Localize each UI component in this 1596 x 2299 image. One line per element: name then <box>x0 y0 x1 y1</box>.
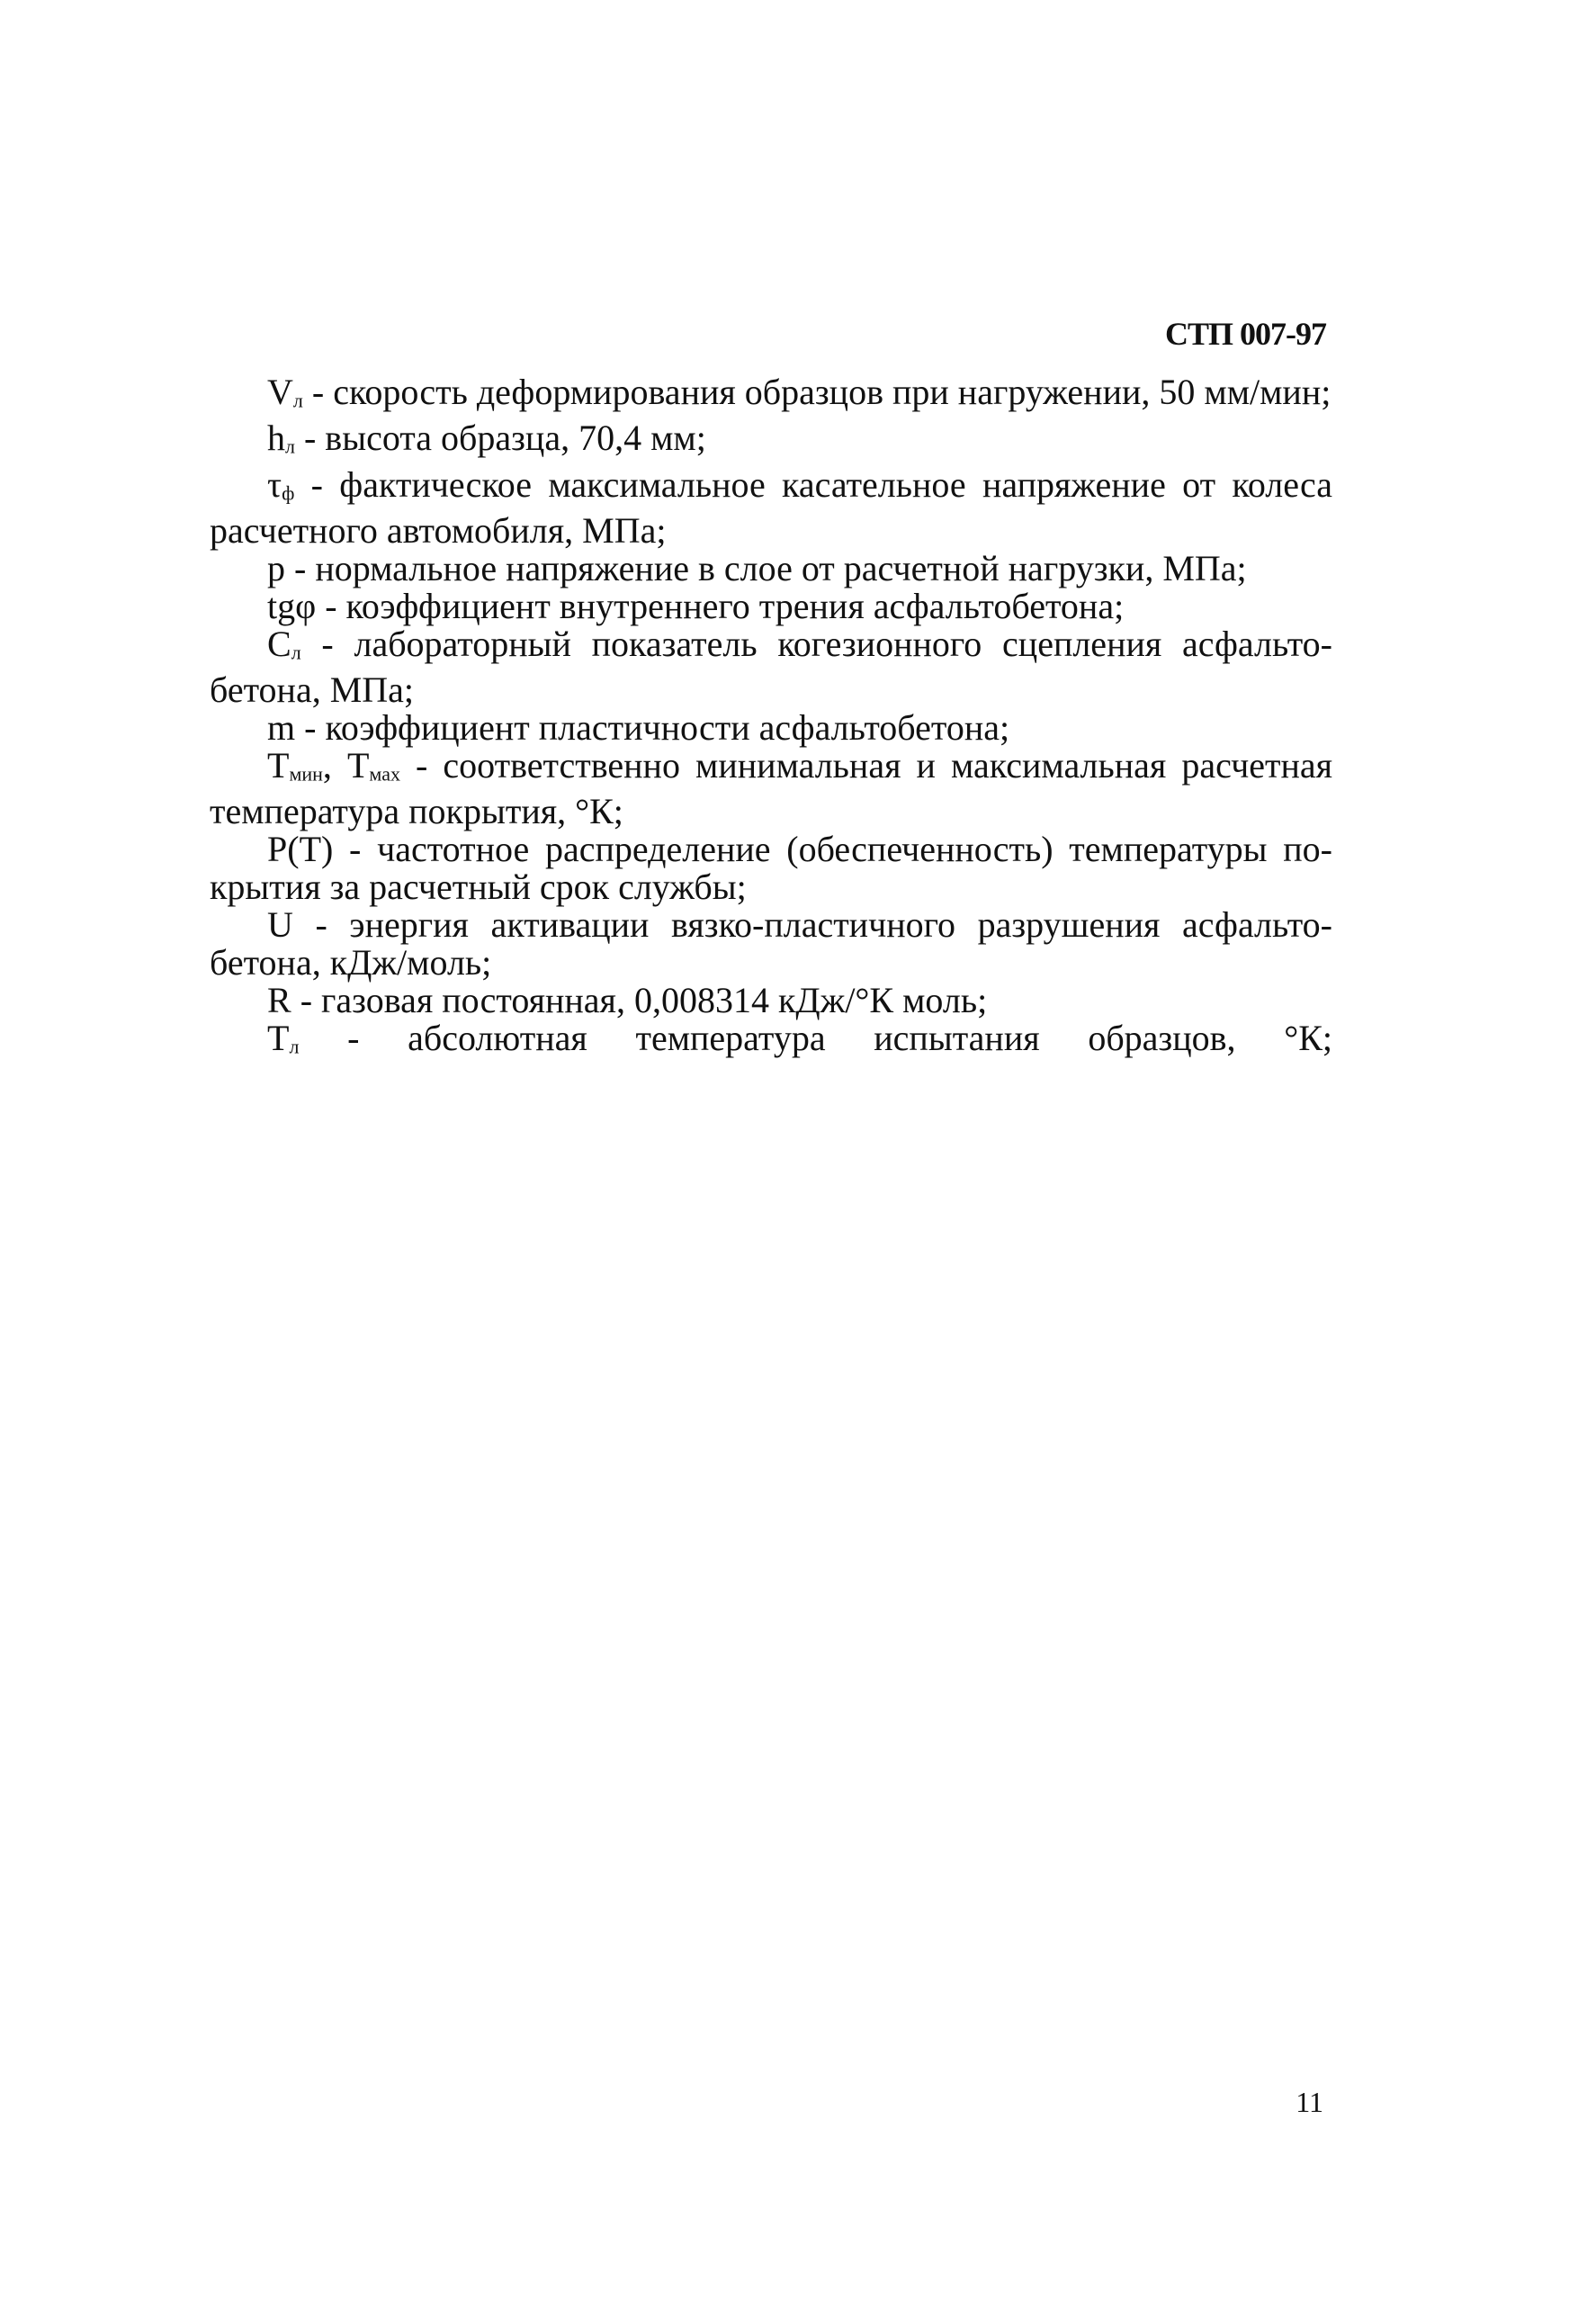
definition-t-l <box>210 1019 1332 1065</box>
symbol: τ <box>267 463 282 505</box>
symbol-subscript: ф <box>282 480 295 504</box>
symbol-subscript: мах <box>369 762 400 786</box>
definition-u <box>210 906 1332 982</box>
definition-v-l <box>210 373 1332 419</box>
symbol-subscript: л <box>285 435 295 458</box>
definition-t-min-max <box>210 747 1332 831</box>
symbol: R <box>267 980 291 1021</box>
page-number: 11 <box>1296 2086 1323 2118</box>
definition-text: - частотное распределение (обеспеченность) температуры по-крытия за расчетный срок службы; <box>210 829 1332 908</box>
definition-text: - соответственно минимальная и максимальная расчетная температура покрытия, °К; <box>210 745 1332 832</box>
definition-tg-phi <box>210 585 1332 626</box>
definition-tau-f <box>210 463 1332 551</box>
definition-p-t <box>210 831 1332 906</box>
document-code-header: СТП 007-97 <box>1165 316 1326 352</box>
definition-m <box>210 709 1332 747</box>
symbol: V <box>267 372 293 412</box>
definition-text: - лабораторный показатель когезионного сцепления асфальто-бетона, МПа; <box>210 623 1332 711</box>
definition-text: - коэффициент пластичности асфальтобетона; <box>295 707 1010 749</box>
symbol: tgφ <box>267 585 317 626</box>
definition-text: - коэффициент внутреннего трения асфальтобетона; <box>316 585 1125 626</box>
symbol: h <box>267 418 285 459</box>
symbol-subscript: мин <box>289 762 323 786</box>
symbol-subscript: л <box>289 1035 300 1058</box>
definition-text: - абсолютная температура испытания образцов, °К; <box>299 1018 1332 1059</box>
symbol-separator: , T <box>322 745 370 786</box>
definition-text: - скорость деформирования образцов при нагружении, 50 мм/мин; <box>302 372 1331 412</box>
symbol: T <box>267 745 290 786</box>
definition-h-l <box>210 419 1332 465</box>
definition-c-l <box>210 625 1332 709</box>
definition-text: - нормальное напряжение в слое от расчетной нагрузки, МПа; <box>285 547 1247 588</box>
symbol: U <box>267 904 293 946</box>
definition-p <box>210 547 1332 588</box>
symbol: T <box>267 1018 290 1059</box>
definition-text: - энергия активации вязко-пластичного разрушения асфальто-бетона, кДж/моль; <box>210 904 1332 983</box>
definition-text: - высота образца, 70,4 мм; <box>294 418 706 459</box>
symbol-subscript: л <box>291 641 301 664</box>
definition-text: - газовая постоянная, 0,008314 кДж/°К моль; <box>291 980 988 1021</box>
symbol: p <box>267 547 285 588</box>
definition-r <box>210 982 1332 1019</box>
definition-text: - фактическое максимальное касательное напряжение от колеса расчетного автомобиля, МПа; <box>210 463 1332 551</box>
symbol: P(T) <box>267 829 334 870</box>
symbol: m <box>267 707 296 749</box>
definitions-list <box>210 373 1332 1066</box>
symbol-subscript: л <box>292 389 303 412</box>
symbol: C <box>267 623 291 664</box>
